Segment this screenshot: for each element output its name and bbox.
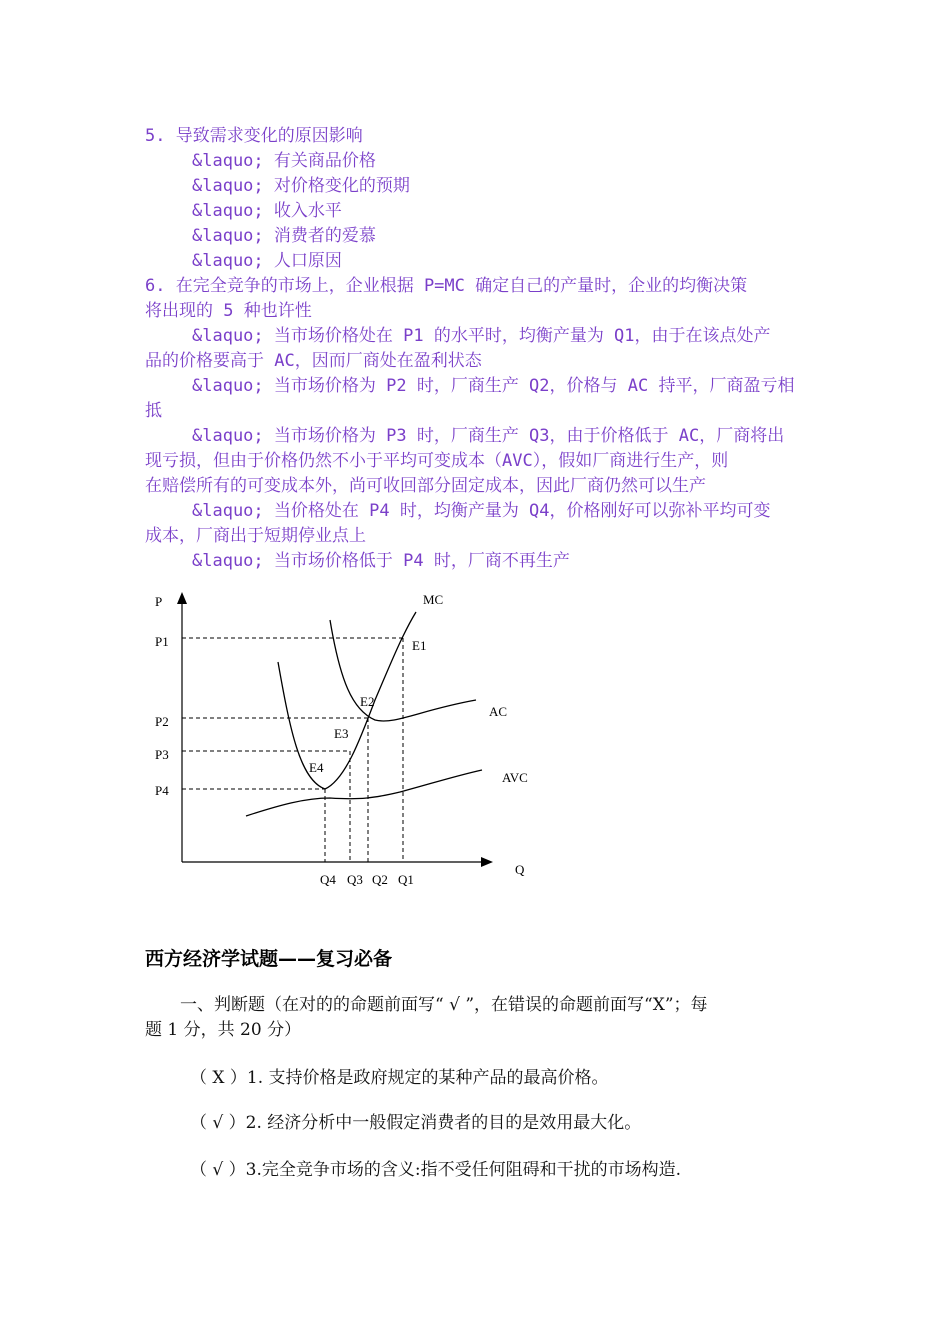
case-p4: &laquo; 当价格处在 P4 时，均衡产量为 Q4，价格刚好可以弥补平均可变 bbox=[192, 501, 771, 521]
case-p1: &laquo; 当市场价格处在 P1 的水平时，均衡产量为 Q1，由于在该点处产 bbox=[192, 326, 771, 346]
qty-label-q4: Q4 bbox=[320, 872, 336, 887]
qty-label-q2: Q2 bbox=[372, 872, 388, 887]
y-axis-label: P bbox=[155, 594, 163, 609]
case-p4-cont: 成本，厂商出于短期停业点上 bbox=[145, 526, 366, 546]
list-item: &laquo; 有关商品价格 bbox=[192, 151, 376, 171]
qty-label-q3: Q3 bbox=[347, 872, 363, 887]
price-label-p1: P1 bbox=[155, 634, 169, 649]
exam-intro-cont: 题 1 分，共 20 分） bbox=[145, 1020, 302, 1040]
list-item: &laquo; 收入水平 bbox=[192, 201, 342, 221]
price-label-p3: P3 bbox=[155, 747, 169, 762]
exam-heading: 西方经济学试题——复习必备 bbox=[145, 948, 393, 970]
point-label-e4: E4 bbox=[309, 760, 324, 775]
case-p5: &laquo; 当市场价格低于 P4 时，厂商不再生产 bbox=[192, 551, 570, 571]
case-p3: &laquo; 当市场价格为 P3 时，厂商生产 Q3，由于价格低于 AC，厂商将出 bbox=[192, 426, 785, 446]
y-axis-arrow bbox=[177, 592, 187, 604]
qty-label-q1: Q1 bbox=[398, 872, 414, 887]
case-p1-cont: 品的价格要高于 AC，因而厂商处在盈利状态 bbox=[145, 351, 482, 371]
x-axis-label: Q bbox=[515, 862, 525, 877]
avc-curve bbox=[246, 770, 482, 816]
list-item: &laquo; 消费者的爱慕 bbox=[192, 226, 376, 246]
curve-label-mc: MC bbox=[423, 592, 444, 607]
case-p2: &laquo; 当市场价格为 P2 时，厂商生产 Q2，价格与 AC 持平，厂商盈亏相 bbox=[192, 376, 795, 396]
question-2: （ √ ）2. 经济分析中一般假定消费者的目的是效用最大化。 bbox=[190, 1113, 642, 1133]
section-5-title: 5. 导致需求变化的原因影响 bbox=[145, 126, 363, 146]
case-p3-cont2: 在赔偿所有的可变成本外，尚可收回部分固定成本，因此厂商仍然可以生产 bbox=[145, 476, 706, 496]
price-label-p2: P2 bbox=[155, 714, 169, 729]
curve-label-avc: AVC bbox=[502, 770, 528, 785]
price-label-p4: P4 bbox=[155, 783, 169, 798]
list-item: &laquo; 人口原因 bbox=[192, 251, 342, 271]
exam-intro: 一、判断题（在对的的命题前面写“ √ ”，在错误的命题前面写“X”；每 bbox=[180, 995, 708, 1015]
list-item: &laquo; 对价格变化的预期 bbox=[192, 176, 410, 196]
cost-curve-chart bbox=[0, 580, 950, 910]
mc-curve bbox=[278, 612, 416, 789]
point-label-e1: E1 bbox=[412, 638, 427, 653]
ac-curve bbox=[330, 620, 476, 721]
section-6-title-cont: 将出现的 5 种也许性 bbox=[145, 301, 312, 321]
question-3: （ √ ）3.完全竞争市场的含义:指不受任何阻碍和干扰的市场构造. bbox=[190, 1160, 681, 1180]
case-p2-cont: 抵 bbox=[145, 401, 162, 421]
point-label-e3: E3 bbox=[334, 726, 349, 741]
section-6-title: 6. 在完全竞争的市场上，企业根据 P=MC 确定自己的产量时，企业的均衡决策 bbox=[145, 276, 748, 296]
curve-label-ac: AC bbox=[489, 704, 508, 719]
case-p3-cont: 现亏损，但由于价格仍然不小于平均可变成本（AVC），假如厂商进行生产，则 bbox=[145, 451, 729, 471]
point-label-e2: E2 bbox=[360, 694, 375, 709]
x-axis-arrow bbox=[481, 857, 493, 867]
question-1: （ X ）1. 支持价格是政府规定的某种产品的最高价格。 bbox=[190, 1068, 609, 1088]
